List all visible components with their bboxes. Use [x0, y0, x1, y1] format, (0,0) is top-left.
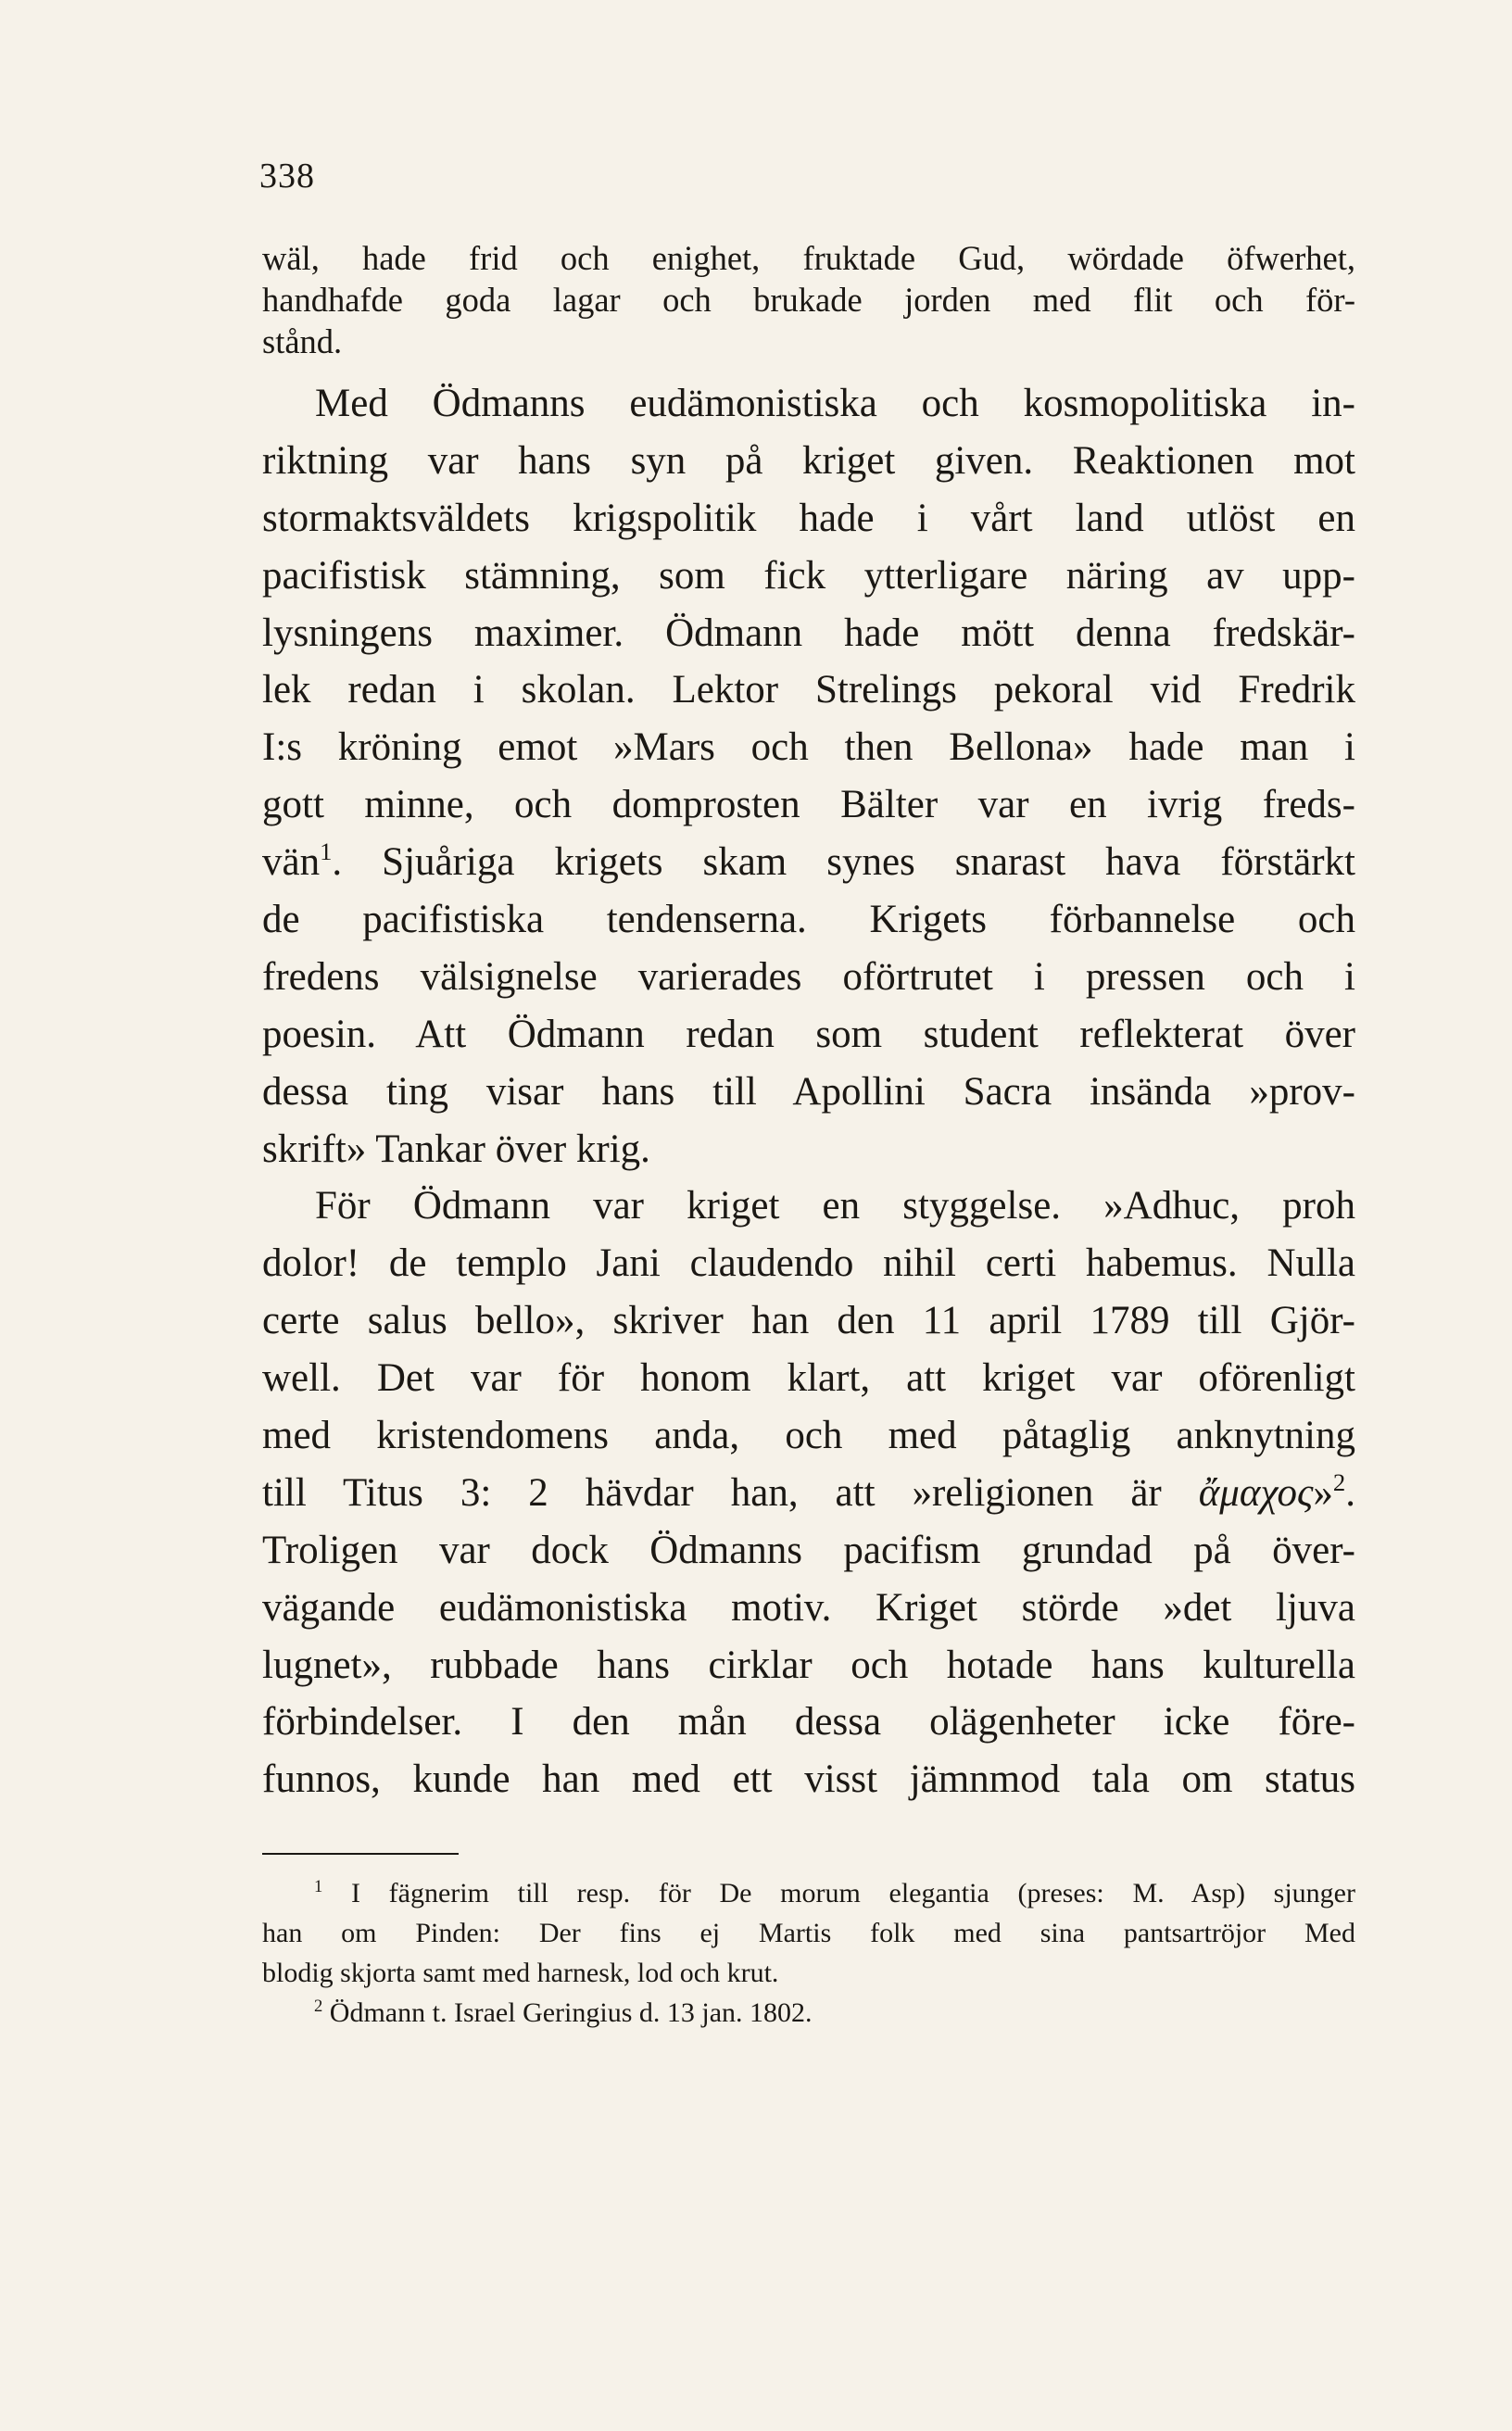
text-line: I:s kröning emot »Mars och then Bellona» hade man i [262, 725, 1355, 770]
text-fragment: . [1345, 1470, 1355, 1515]
footnote-divider [262, 1853, 459, 1855]
text-line: med kristendomens anda, och med påtaglig anknytning [262, 1414, 1355, 1458]
page-number: 338 [259, 157, 315, 195]
text-line: dolor! de templo Jani claudendo nihil certi habemus. Nulla [262, 1241, 1355, 1286]
text-line: lugnet», rubbade hans cirklar och hotade hans kulturella [262, 1643, 1355, 1687]
text-line: handhafde goda lagar och brukade jorden med flit och för- [262, 281, 1355, 319]
text-line: poesin. Att Ödmann redan som student reflekterat över [262, 1012, 1355, 1056]
intro-paragraph [262, 237, 1355, 362]
text-line: stånd. [262, 322, 343, 360]
text-line: dessa ting visar hans till Apollini Sacra insända »prov- [262, 1069, 1355, 1114]
text-line: lek redan i skolan. Lektor Strelings pekoral vid Fredrik [262, 668, 1355, 712]
footnote-marker-1: 1 [314, 1876, 323, 1896]
greek-word: ἄμαχος [1198, 1470, 1314, 1515]
text-line: pacifistisk stämning, som fick ytterligare näring av upp- [262, 553, 1355, 598]
text-fragment: I fägnerim till resp. för De morum elegantia (preses: M. Asp) sjunger [350, 1878, 1355, 1908]
footnote-1-line: han om Pinden: Der fins ej Martis folk med sina pantsartröjor Med [262, 1918, 1355, 1948]
footnote-1-line: blodig skjorta samt med harnesk, lod och krut. [262, 1958, 779, 1988]
text-fragment: vän [262, 840, 321, 885]
text-line: vägande eudämonistiska motiv. Kriget störde »det ljuva [262, 1585, 1355, 1630]
footnote-ref-2: 2 [1332, 1467, 1346, 1496]
body-text [262, 375, 1355, 1808]
footnote-marker-2: 2 [314, 1996, 323, 2016]
text-fragment: till Titus 3: 2 hävdar han, att »religionen är [262, 1470, 1162, 1515]
text-line: riktning var hans syn på kriget given. Reaktionen mot [262, 438, 1355, 483]
text-line: fredens välsignelse varierades oförtrutet i pressen och i [262, 954, 1355, 999]
text-fragment: Ödmann t. Israel Geringius d. 13 jan. 1802. [329, 1997, 813, 2028]
text-line-with-footnote-ref [262, 1465, 1355, 1522]
text-line: wäl, hade frid och enighet, fruktade Gud, wördade öfwerhet, [262, 239, 1355, 277]
text-line: stormaktsväldets krigspolitik hade i vårt land utlöst en [262, 496, 1355, 540]
text-line: lysningens maximer. Ödmann hade mött denna fredskär- [262, 611, 1355, 655]
footnotes [262, 1873, 1355, 2033]
text-line: Med Ödmanns eudämonistiska och kosmopolitiska in- [315, 382, 1355, 425]
text-fragment: » [1313, 1470, 1333, 1515]
text-line: För Ödmann var kriget en styggelse. »Adhuc, proh [315, 1184, 1355, 1228]
text-line: skrift» Tankar över krig. [262, 1127, 650, 1171]
text-line: funnos, kunde han med ett visst jämnmod tala om status [262, 1757, 1355, 1802]
footnote-2-line [262, 1993, 1355, 2033]
text-line: gott minne, och domprosten Bälter var en ivrig freds- [262, 783, 1355, 827]
text-fragment: . Sjuåriga krigets skam synes snarast hava förstärkt [332, 840, 1355, 885]
footnote-ref-1: 1 [320, 838, 333, 866]
text-line: well. Det var för honom klart, att kriget var oförenligt [262, 1356, 1355, 1401]
text-line: förbindelser. I den mån dessa olägenheter icke före- [262, 1700, 1355, 1745]
footnote-1-line [262, 1873, 1355, 1913]
text-line: certe salus bello», skriver han den 11 april 1789 till Gjör- [262, 1299, 1355, 1343]
text-line-with-footnote-ref [262, 834, 1355, 891]
text-line: Troligen var dock Ödmanns pacifism grundad på över- [262, 1528, 1355, 1572]
text-line: de pacifistiska tendenserna. Krigets förbannelse och [262, 898, 1355, 942]
